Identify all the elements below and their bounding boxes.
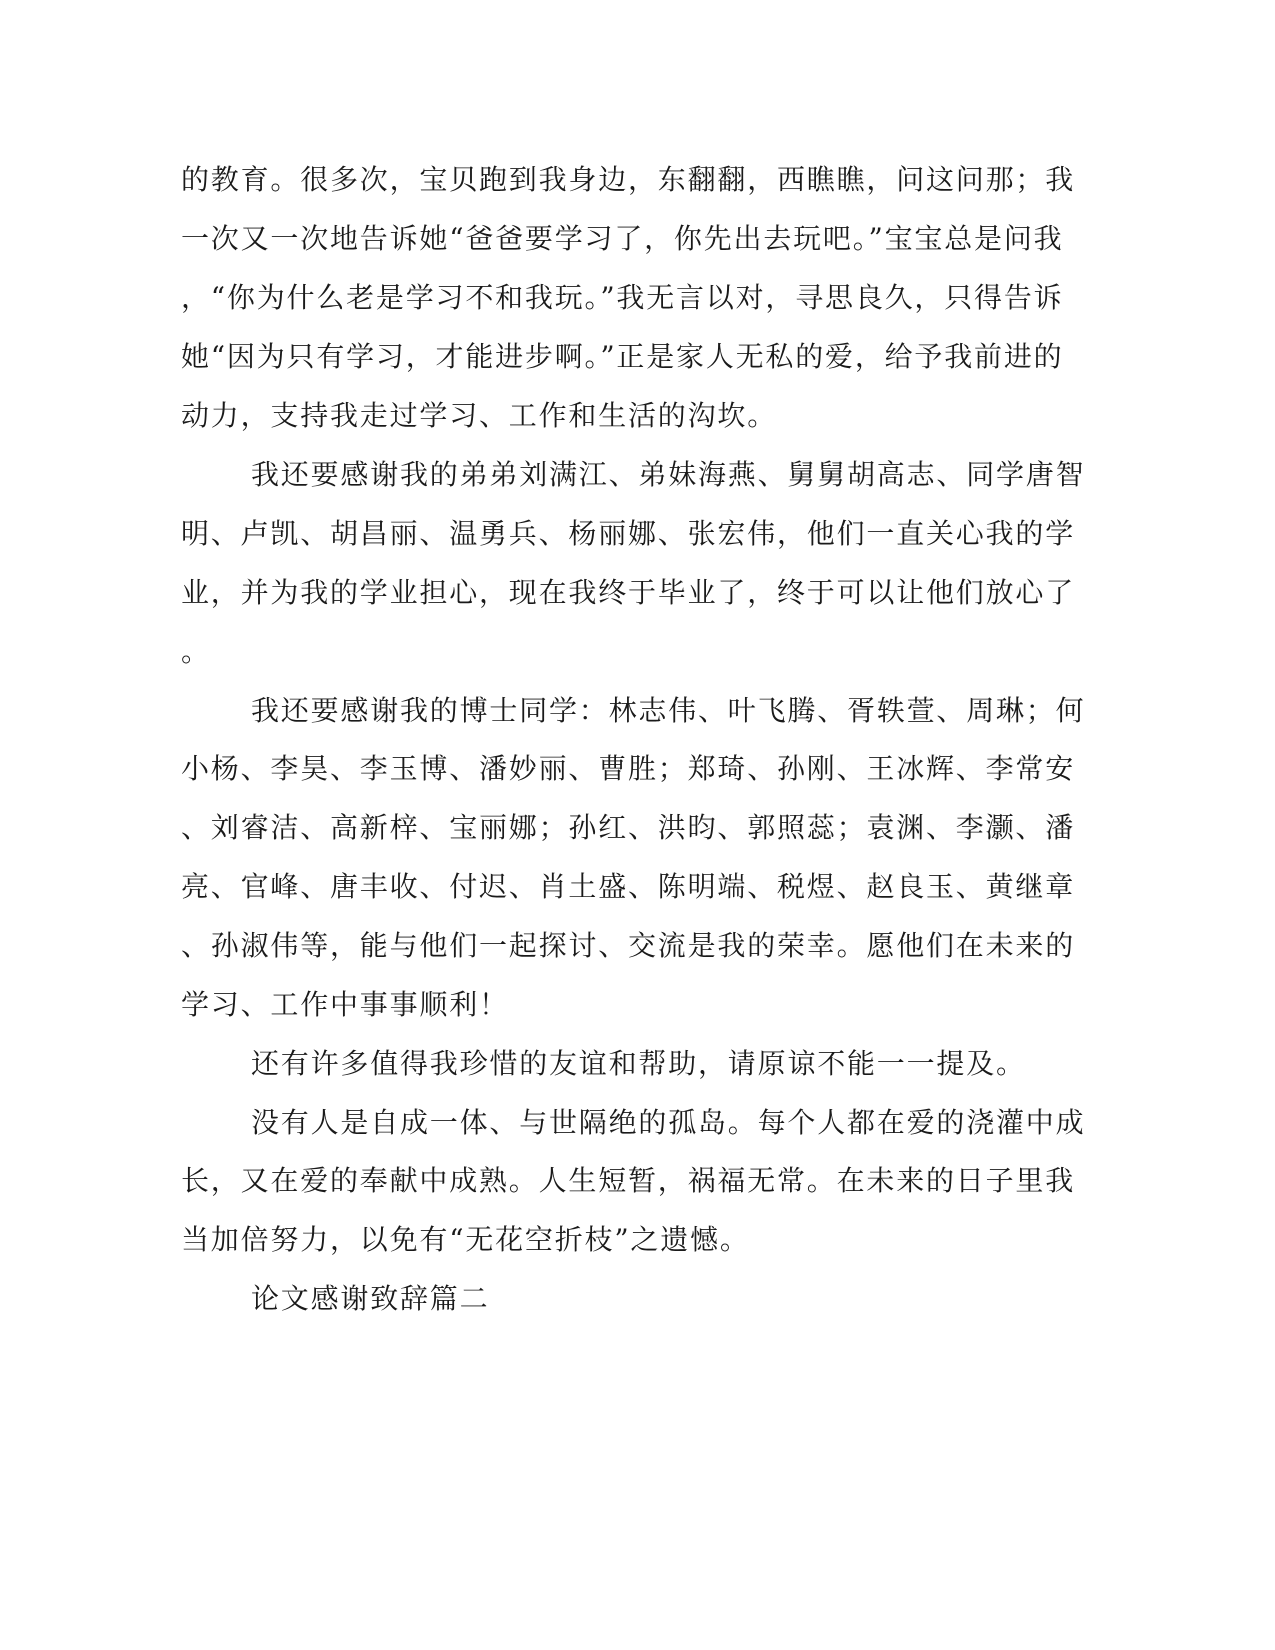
paragraph-first-line: 我还要感谢我的弟弟刘满江、弟妹海燕、舅舅胡高志、同学唐智	[251, 458, 1086, 491]
paragraph-first-line: 没有人是自成一体、与世隔绝的孤岛。每个人都在爱的浇灌中成	[251, 1106, 1086, 1139]
text-line: 亮、官峰、唐丰收、付迟、肖土盛、陈明端、税煜、赵良玉、黄继章	[181, 870, 1076, 903]
paragraph-first-line: 还有许多值得我珍惜的友谊和帮助，请原谅不能一一提及。	[251, 1047, 1026, 1080]
text-line: 一次又一次地告诉她“爸爸要学习了，你先出去玩吧。”宝宝总是问我	[181, 222, 1064, 255]
paragraph-first-line: 我还要感谢我的博士同学：林志伟、叶飞腾、胥轶萱、周琳；何	[251, 694, 1086, 727]
text-line: 、孙淑伟等，能与他们一起探讨、交流是我的荣幸。愿他们在未来的	[181, 929, 1076, 962]
text-line: 她“因为只有学习，才能进步啊。”正是家人无私的爱，给予我前进的	[181, 340, 1064, 373]
section-heading: 论文感谢致辞篇二	[251, 1282, 490, 1315]
text-line: 长，又在爱的奉献中成熟。人生短暂，祸福无常。在未来的日子里我	[181, 1164, 1076, 1197]
text-line: 明、卢凯、胡昌丽、温勇兵、杨丽娜、张宏伟，他们一直关心我的学	[181, 517, 1076, 550]
text-line: ，“你为什么老是学习不和我玩。”我无言以对，寻思良久，只得告诉	[181, 281, 1064, 314]
text-line: 业，并为我的学业担心，现在我终于毕业了，终于可以让他们放心了	[181, 576, 1076, 609]
text-line: 动力，支持我走过学习、工作和生活的沟坎。	[181, 399, 778, 432]
text-line: 小杨、李昊、李玉博、潘妙丽、曹胜；郑琦、孙刚、王冰辉、李常安	[181, 752, 1076, 785]
text-line: 学习、工作中事事顺利！	[181, 988, 509, 1021]
text-line: 、刘睿洁、高新梓、宝丽娜；孙红、洪昀、郭照蕊；袁渊、李灏、潘	[181, 811, 1076, 844]
text-line: 当加倍努力，以免有“无花空折枝”之遗憾。	[181, 1223, 750, 1256]
text-line: 的教育。很多次，宝贝跑到我身边，东翻翻，西瞧瞧，问这问那；我	[181, 163, 1076, 196]
text-line: 。	[181, 635, 211, 668]
